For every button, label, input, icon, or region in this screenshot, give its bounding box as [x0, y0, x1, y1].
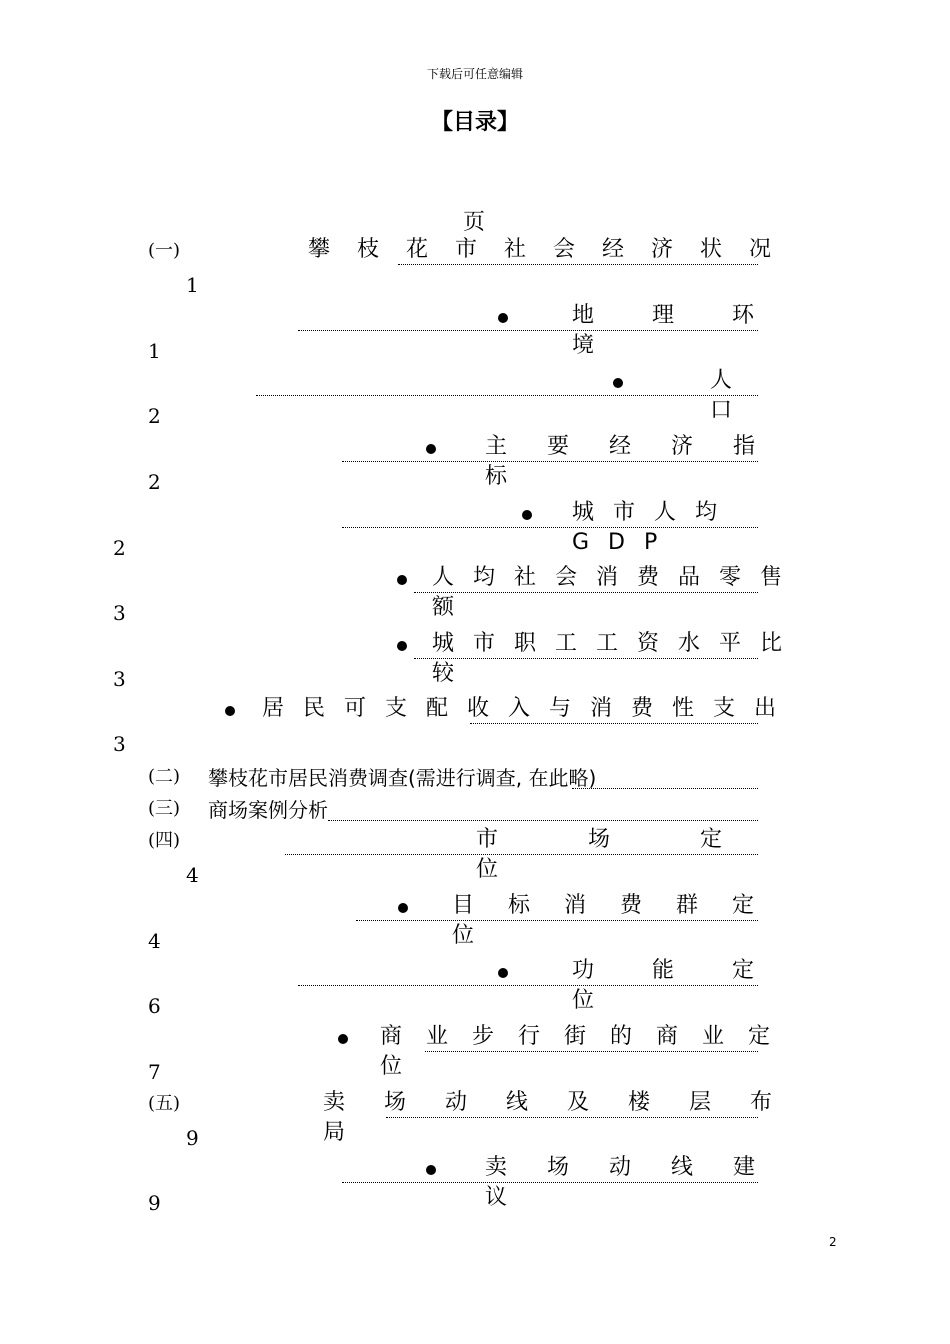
- toc-number: (三): [148, 798, 181, 819]
- toc-entry[interactable]: [0, 1155, 950, 1218]
- toc-title-text: 目标消费群定位: [452, 893, 789, 948]
- toc-title: [380, 1022, 837, 1082]
- toc-title: [432, 629, 837, 689]
- toc-page: 6: [148, 994, 161, 1018]
- toc-page: 9: [148, 1191, 161, 1215]
- toc-title: [452, 891, 837, 951]
- toc-title-text: 地理环境: [572, 303, 813, 358]
- page-number: 2: [829, 1235, 837, 1249]
- toc-title-text: 市场定位: [476, 827, 813, 882]
- bullet-icon: [522, 510, 532, 520]
- toc-title-text: 城市人均GDP: [572, 500, 737, 555]
- toc-title-text: 攀枝花市社会经济状况: [308, 237, 799, 262]
- toc-entry[interactable]: [0, 958, 950, 1021]
- bullet-icon: [498, 313, 508, 323]
- bullet-icon: [426, 444, 436, 454]
- page-title: 【目录】: [430, 110, 519, 135]
- toc-title: [476, 825, 837, 885]
- toc-entry[interactable]: [0, 1024, 950, 1087]
- toc-page: 1: [148, 339, 161, 363]
- toc-title-text: 人口: [710, 368, 805, 423]
- toc-number: (五): [148, 1093, 181, 1114]
- bullet-icon: [397, 575, 407, 585]
- bullet-icon: [426, 1165, 436, 1175]
- toc-title-text: 功能定位: [572, 958, 813, 1013]
- toc-entry[interactable]: [0, 303, 950, 366]
- toc-page: 4: [148, 929, 161, 953]
- toc-entry[interactable]: [0, 1090, 950, 1153]
- toc-title-text: 城市职工工资水平比较: [432, 631, 802, 686]
- toc-title: [432, 563, 837, 623]
- toc-page: 9: [186, 1126, 199, 1150]
- bullet-icon: [498, 968, 508, 978]
- toc-title-text: 居民可支配收入与消费性支出: [262, 696, 796, 721]
- toc-entry[interactable]: [0, 798, 950, 828]
- toc-entry[interactable]: [0, 368, 950, 431]
- toc-entry[interactable]: [0, 893, 950, 956]
- toc-page: 3: [113, 667, 126, 691]
- toc-entry[interactable]: [0, 500, 950, 563]
- toc-title: [262, 694, 837, 724]
- toc-title: [710, 366, 837, 426]
- toc-title-text: 卖场动线建议: [485, 1155, 796, 1210]
- toc-title-text: 卖场动线及楼层布局: [323, 1090, 812, 1145]
- page-column-label: 页: [463, 210, 486, 235]
- toc-title: [308, 235, 837, 265]
- toc-entry[interactable]: [0, 565, 950, 628]
- toc-number: (二): [148, 766, 181, 787]
- toc-entry[interactable]: [0, 237, 950, 300]
- toc-page: 1: [186, 273, 199, 297]
- toc-page: 3: [113, 732, 126, 756]
- toc-page: 3: [113, 601, 126, 625]
- toc-entry[interactable]: [0, 696, 950, 759]
- toc-title-text: 人均社会消费品零售额: [432, 565, 802, 620]
- toc-page: 2: [148, 404, 161, 428]
- toc-title: [572, 498, 837, 558]
- toc-title: [485, 432, 837, 492]
- dotted-leader: [572, 788, 758, 789]
- toc-title: [572, 301, 837, 361]
- page-header: 下载后可任意编辑: [426, 67, 523, 81]
- toc-title: [323, 1088, 837, 1148]
- toc-entry[interactable]: [0, 766, 950, 796]
- bullet-icon: [397, 641, 407, 651]
- toc-title: [485, 1153, 837, 1213]
- bullet-icon: [398, 903, 408, 913]
- bullet-icon: [613, 378, 623, 388]
- bullet-icon: [225, 706, 235, 716]
- bullet-icon: [338, 1034, 348, 1044]
- toc-page: 2: [148, 470, 161, 494]
- toc-entry[interactable]: [0, 631, 950, 694]
- toc-page: 2: [113, 536, 126, 560]
- toc-page: 7: [148, 1060, 161, 1084]
- toc-page: 4: [186, 863, 199, 887]
- toc-title: 商场案例分析: [208, 798, 328, 822]
- toc-title-text: 主要经济指标: [485, 434, 796, 489]
- toc-title-text: 商业步行街的商业定位: [380, 1024, 795, 1079]
- toc-number: (一): [148, 240, 181, 261]
- dotted-leader: [256, 395, 758, 396]
- dotted-leader: [328, 820, 758, 821]
- toc-entry[interactable]: [0, 827, 950, 890]
- toc-number: (四): [148, 830, 181, 851]
- toc-title: [572, 956, 837, 1016]
- toc-entry[interactable]: [0, 434, 950, 497]
- toc-title: 攀枝花市居民消费调查(需进行调查, 在此略): [208, 766, 597, 790]
